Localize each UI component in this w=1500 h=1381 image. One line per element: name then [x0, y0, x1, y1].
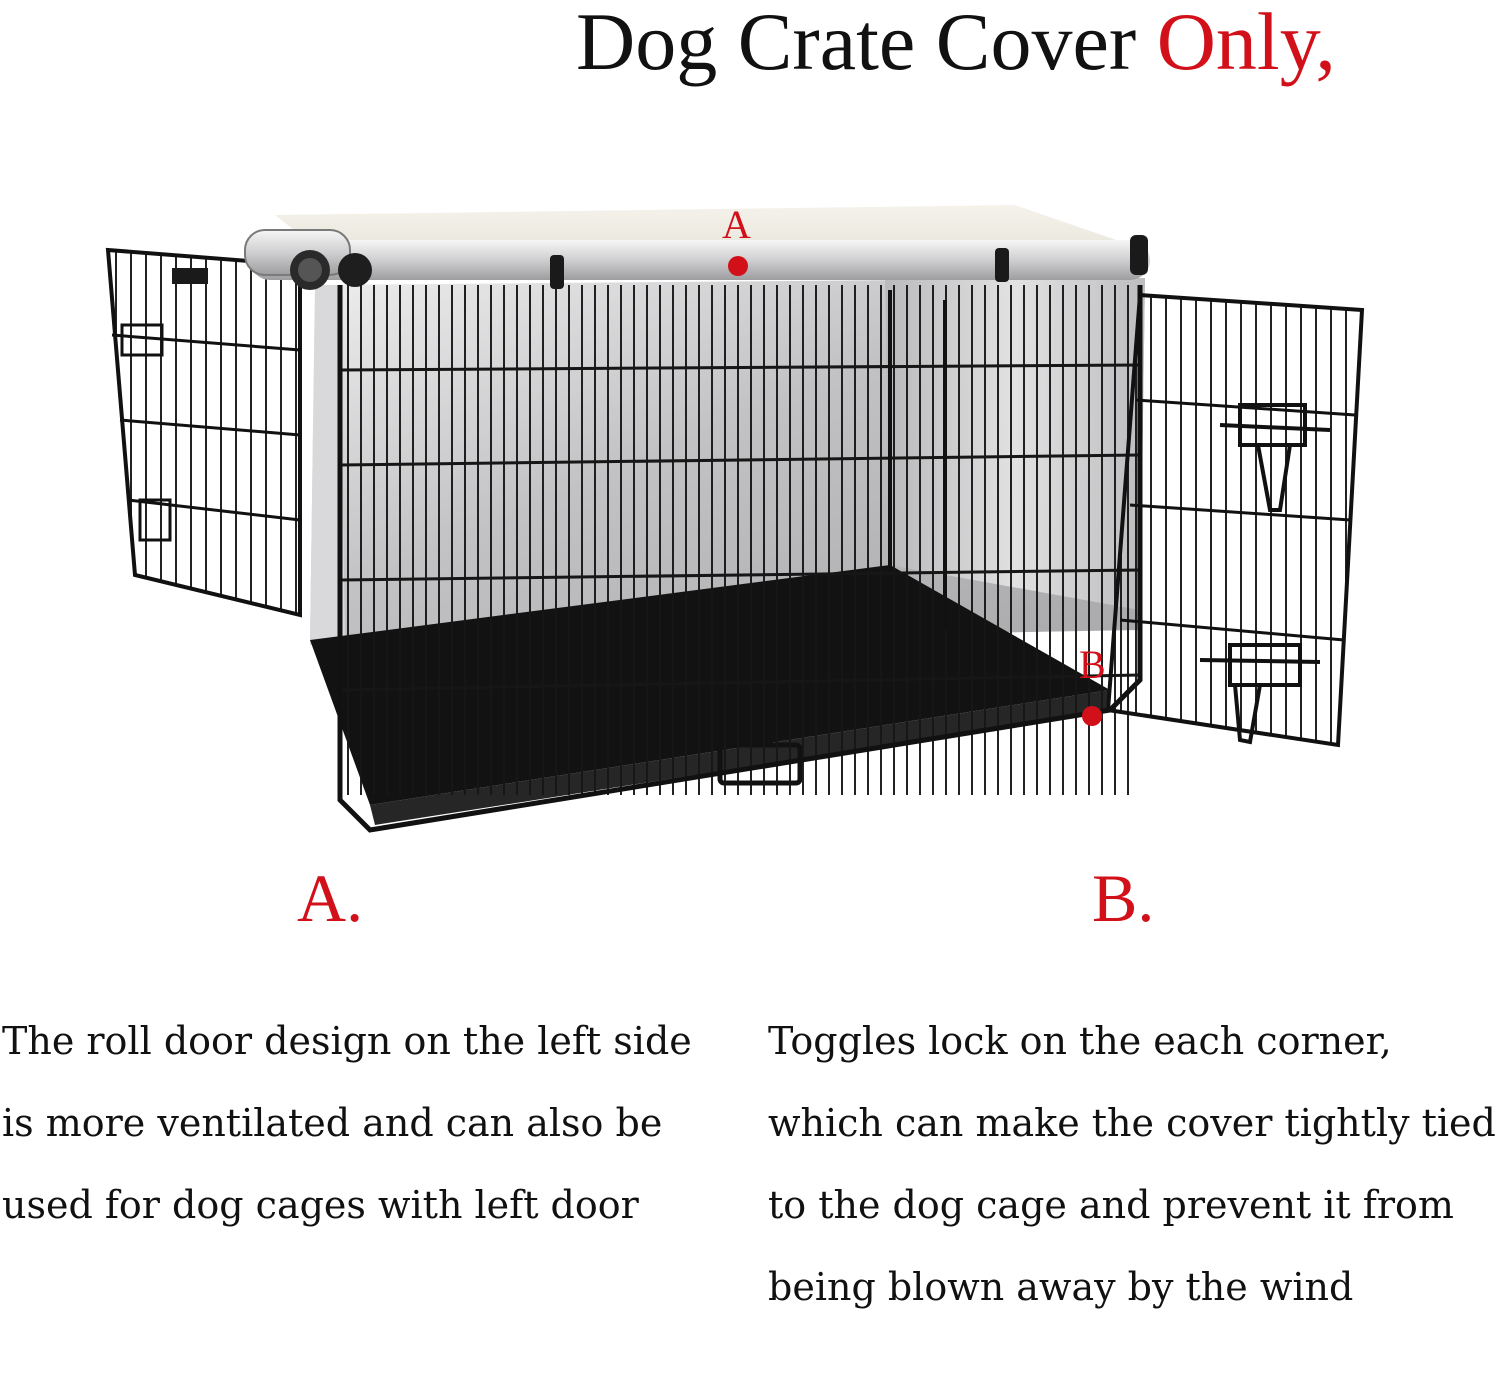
feature-description-b: Toggles lock on the each corner, which can make the cover tightly tied to the dog cage and prevent it from being blown away by the wind [768, 1019, 1496, 1309]
callout-letter-a: A [722, 202, 751, 247]
feature-label-a: A. [297, 860, 364, 936]
callout-dot-a [728, 256, 748, 276]
feature-label-b: B. [1092, 860, 1155, 936]
title-accent: Only, [1156, 0, 1336, 87]
crate-right-door [1108, 295, 1362, 745]
callout-dot-b [1082, 706, 1102, 726]
feature-description-a: The roll door design on the left side is more ventilated and can also be used for dog cages with left door [2, 1019, 692, 1227]
crate-wire-frame [340, 285, 1140, 830]
page-title [576, 0, 1496, 88]
callout-letter-b: B [1079, 642, 1106, 687]
product-image-crate-cover [100, 190, 1370, 850]
cover-top-panel [245, 205, 1150, 290]
crate-left-door [108, 250, 300, 615]
title-main: Dog Crate Cover [576, 0, 1157, 87]
